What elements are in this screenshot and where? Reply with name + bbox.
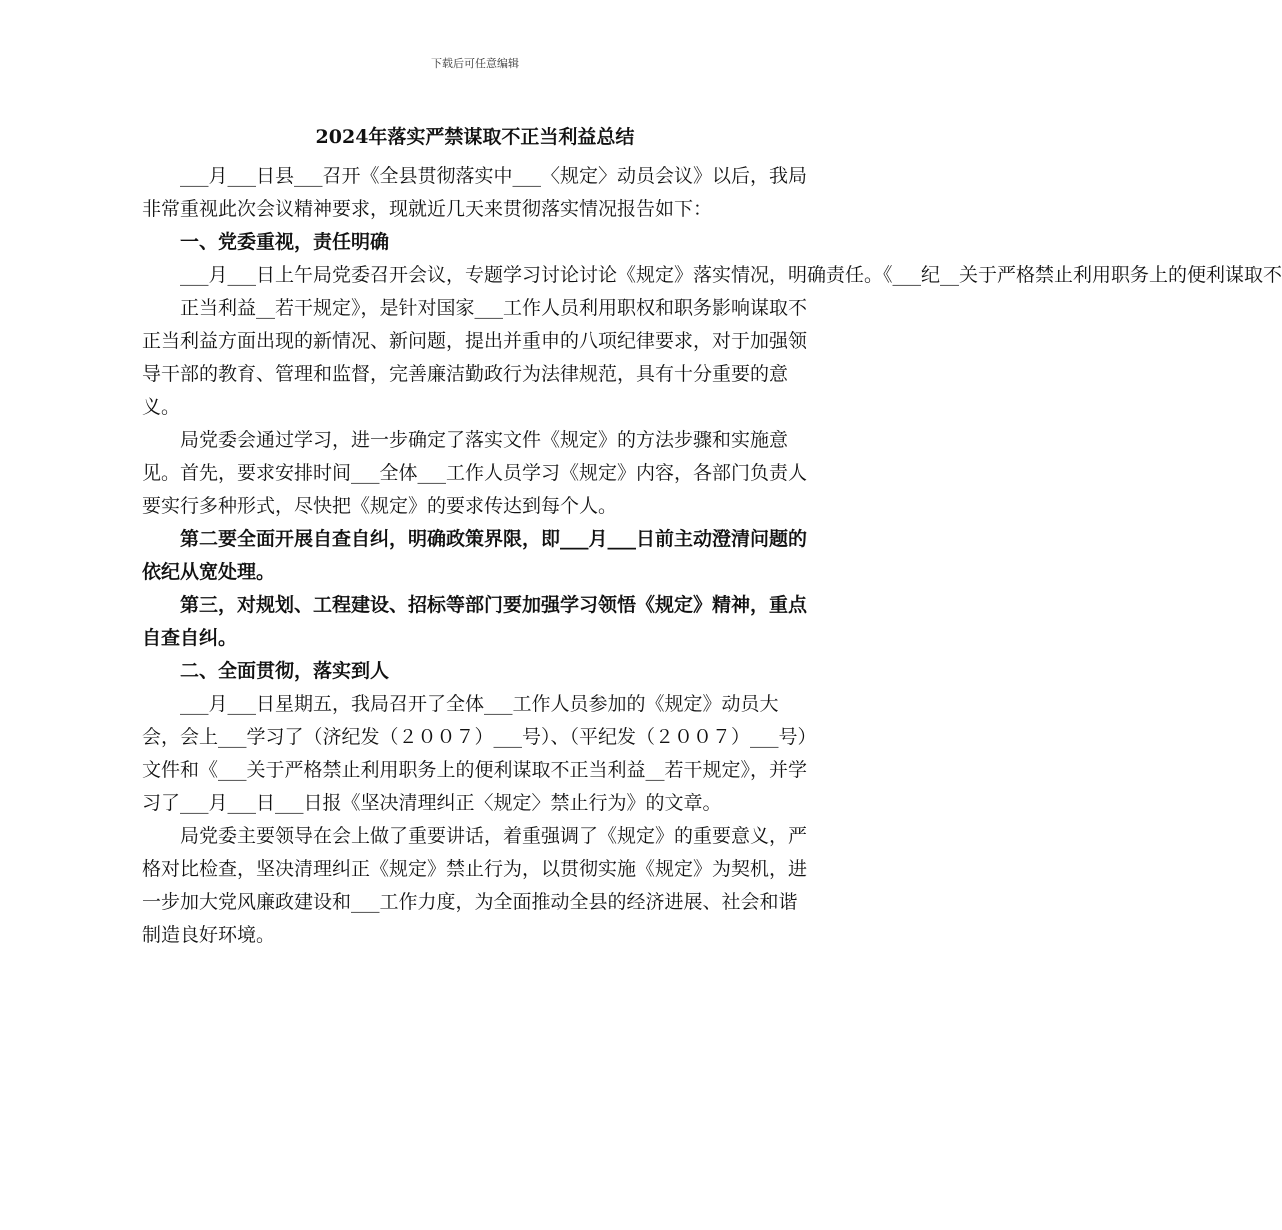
paragraph-section1-a bbox=[142, 259, 1282, 292]
document-body bbox=[142, 160, 1282, 952]
document-title: 2024年落实严禁谋取不正当利益总结 bbox=[315, 126, 635, 148]
paragraph-intro: ___月___日县___召开《全县贯彻落实中___〈规定〉动员会议》以后，我局非常重视此次会议精神要求，现就近几天来贯彻落实情况报告如下： bbox=[142, 165, 808, 220]
paragraph-section1-a-text: ___月___日上午局党委召开会议，专题学习讨论讨论《规定》落实情况，明确责任。《___纪__关于严格禁止利用职务上的便利谋取不 bbox=[180, 264, 1282, 286]
section-heading-2: 二、全面贯彻，落实到人 bbox=[180, 660, 390, 682]
section-heading-1: 一、党委重视，责任明确 bbox=[180, 231, 390, 253]
paragraph-section1-b: 正当利益__若干规定》，是针对国家___工作人员利用职权和职务影响谋取不正当利益方面出现的新情况、新问题，提出并重申的八项纪律要求，对于加强领导干部的教育、管理和监督，完善廉洁勤政行为法律规范，具有十分重要的意义。 bbox=[142, 297, 808, 418]
page-header-note: 下载后可任意编辑 bbox=[431, 57, 519, 70]
paragraph-section2-b: 局党委主要领导在会上做了重要讲话，着重强调了《规定》的重要意义，严格对比检查，坚决清理纠正《规定》禁止行为，以贯彻实施《规定》为契机，进一步加大党风廉政建设和___工作力度，为全面推动全县的经济进展、社会和谐制造良好环境。 bbox=[142, 825, 808, 946]
paragraph-section2-a: ___月___日星期五，我局召开了全体___工作人员参加的《规定》动员大会，会上___学习了（济纪发（２００７）___号）、（平纪发（２００７）___号）文件和《___关于严格禁止利用职务上的便利谋取不正当利益__若干规定》，并学习了___月___日___日报《坚决清理纠正〈规定〉禁止行为》的文章。 bbox=[142, 693, 808, 814]
paragraph-section1-e: 第三，对规划、工程建设、招标等部门要加强学习领悟《规定》精神，重点自查自纠。 bbox=[142, 594, 808, 649]
paragraph-section1-d: 第二要全面开展自查自纠，明确政策界限，即___月___日前主动澄清问题的依纪从宽处理。 bbox=[142, 528, 808, 583]
paragraph-section1-c: 局党委会通过学习，进一步确定了落实文件《规定》的方法步骤和实施意见。首先，要求安排时间___全体___工作人员学习《规定》内容，各部门负责人要实行多种形式，尽快把《规定》的要求传达到每个人。 bbox=[142, 429, 808, 517]
